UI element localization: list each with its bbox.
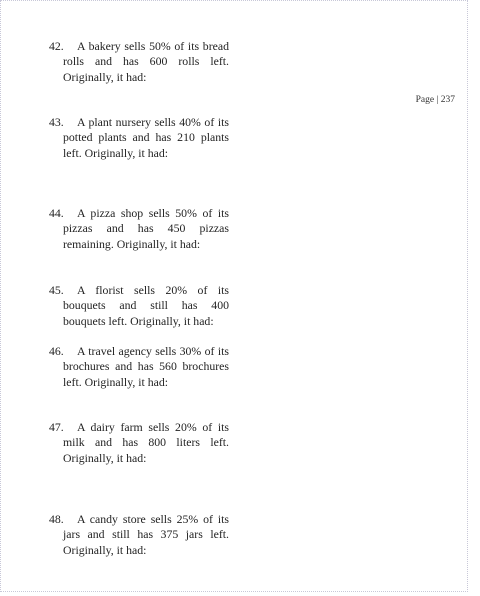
question-text-line: bouquets and still has 400: [63, 298, 229, 313]
question-45: [49, 283, 229, 329]
question-number: 44.: [49, 206, 64, 220]
question-text-line: milk and has 800 liters left.: [63, 435, 229, 450]
question-text-line: A travel agency sells 30% of its: [77, 344, 229, 358]
page-number: Page | 237: [415, 95, 455, 105]
question-text-line: bouquets left. Originally, it had:: [63, 313, 214, 328]
question-42: [49, 39, 229, 85]
question-text-line: remaining. Originally, it had:: [63, 236, 201, 251]
question-text-line: A plant nursery sells 40% of its: [77, 115, 229, 129]
question-text-line: Originally, it had:: [63, 450, 147, 465]
question-text-line: A bakery sells 50% of its bread: [77, 39, 229, 53]
question-text-line: left. Originally, it had:: [63, 145, 169, 160]
question-44: [49, 206, 229, 252]
question-text-line: Originally, it had:: [63, 69, 147, 84]
question-number: 43.: [49, 115, 64, 129]
question-text-line: potted plants and has 210 plants: [63, 130, 229, 145]
question-text-line: rolls and has 600 rolls left.: [63, 54, 229, 69]
question-text-line: left. Originally, it had:: [63, 374, 169, 389]
question-text-line: pizzas and has 450 pizzas: [63, 221, 229, 236]
question-text-line: Originally, it had:: [63, 542, 147, 557]
question-text-line: A pizza shop sells 50% of its: [77, 206, 229, 220]
question-47: [49, 420, 229, 466]
question-number: 42.: [49, 39, 64, 53]
question-46: [49, 344, 229, 390]
question-48: [49, 512, 229, 558]
question-number: 46.: [49, 344, 64, 358]
question-text-line: A dairy farm sells 20% of its: [77, 420, 229, 434]
question-43: [49, 115, 229, 161]
question-text-line: A florist sells 20% of its: [77, 283, 229, 297]
question-number: 48.: [49, 512, 64, 526]
question-text-line: brochures and has 560 brochures: [63, 359, 229, 374]
question-number: 47.: [49, 420, 64, 434]
question-number: 45.: [49, 283, 64, 297]
question-text-line: A candy store sells 25% of its: [77, 512, 229, 526]
question-text-line: jars and still has 375 jars left.: [63, 527, 229, 542]
